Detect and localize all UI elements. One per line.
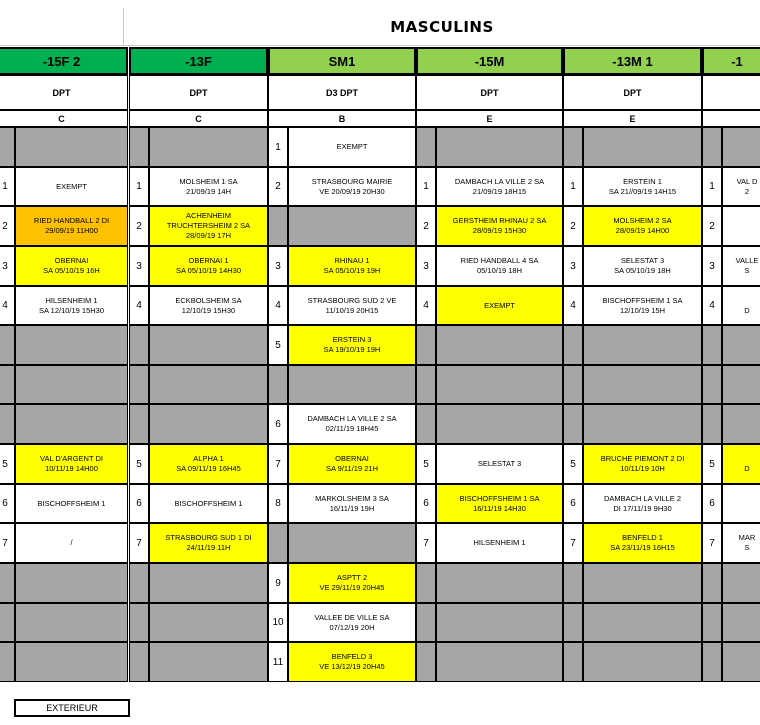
page-title: MASCULINS — [124, 8, 760, 46]
round-number — [702, 404, 722, 444]
match-cell[interactable]: HILSENHEIM 1 SA 12/10/19 15H30 — [15, 286, 128, 325]
empty-slot — [149, 325, 268, 365]
match-cell[interactable]: BENFELD 1 SA 23/11/19 16H15 — [583, 523, 702, 563]
round-number — [563, 563, 583, 603]
empty-slot — [436, 642, 563, 682]
round-number: 6 — [129, 484, 149, 523]
empty-slot — [288, 523, 416, 563]
level-cell: D3 DPT — [268, 75, 416, 110]
empty-slot — [583, 404, 702, 444]
column-header: SM1 — [268, 47, 416, 75]
round-number — [563, 365, 583, 404]
round-number — [0, 325, 15, 365]
level-cell: DPT — [0, 75, 128, 110]
round-number: 2 — [268, 167, 288, 206]
round-number — [563, 642, 583, 682]
empty-slot — [15, 563, 128, 603]
round-number: 5 — [563, 444, 583, 484]
empty-slot — [15, 365, 128, 404]
empty-slot — [722, 563, 760, 603]
empty-slot — [583, 642, 702, 682]
match-cell[interactable]: ERSTEIN 3 SA 19/10/19 19H — [288, 325, 416, 365]
empty-slot — [15, 642, 128, 682]
round-number — [0, 603, 15, 642]
round-number — [563, 404, 583, 444]
round-number — [416, 563, 436, 603]
round-number: 2 — [702, 206, 722, 246]
match-cell[interactable]: DAMBACH LA VILLE 2 SA 21/09/19 18H15 — [436, 167, 563, 206]
round-number — [702, 127, 722, 167]
group-cell: B — [268, 110, 416, 127]
round-number: 7 — [268, 444, 288, 484]
empty-slot — [722, 325, 760, 365]
column-header: -1 — [702, 47, 760, 75]
match-cell[interactable]: VALLEE DE VILLE SA 07/12/19 20H — [288, 603, 416, 642]
empty-slot — [722, 127, 760, 167]
round-number — [702, 642, 722, 682]
round-number — [416, 603, 436, 642]
round-number: 6 — [702, 484, 722, 523]
group-cell: E — [563, 110, 702, 127]
match-cell[interactable]: OBERNAI 1 SA 05/10/19 14H30 — [149, 246, 268, 286]
match-cell[interactable]: STRASBOURG SUD 2 VE 11/10/19 20H15 — [288, 286, 416, 325]
round-number — [702, 365, 722, 404]
match-cell[interactable]: BISCHOFFSHEIM 1 — [15, 484, 128, 523]
round-number: 2 — [0, 206, 15, 246]
match-cell[interactable]: BRUCHE PIEMONT 2 DI 10/11/19 10H — [583, 444, 702, 484]
empty-slot — [149, 603, 268, 642]
level-cell: DPT — [563, 75, 702, 110]
empty-slot — [436, 325, 563, 365]
empty-slot — [15, 127, 128, 167]
match-cell[interactable]: ASPTT 2 VE 29/11/19 20H45 — [288, 563, 416, 603]
empty-slot — [149, 642, 268, 682]
empty-slot — [722, 642, 760, 682]
match-cell[interactable]: RHINAU 1 SA 05/10/19 19H — [288, 246, 416, 286]
match-cell[interactable]: SELESTAT 3 SA 05/10/19 18H — [583, 246, 702, 286]
round-number — [563, 127, 583, 167]
match-cell[interactable]: VALLE S — [722, 246, 760, 286]
match-cell[interactable]: DAMBACH LA VILLE 2 DI 17/11/19 9H30 — [583, 484, 702, 523]
empty-slot — [15, 603, 128, 642]
round-number: 5 — [416, 444, 436, 484]
match-cell[interactable] — [722, 484, 760, 523]
round-number: 11 — [268, 642, 288, 682]
match-cell[interactable]: RIED HANDBALL 2 DI 29/09/19 11H00 — [15, 206, 128, 246]
level-cell — [702, 75, 760, 110]
round-number: 7 — [563, 523, 583, 563]
round-number: 6 — [0, 484, 15, 523]
empty-slot — [436, 365, 563, 404]
round-number — [268, 206, 288, 246]
column-header: -13F — [129, 47, 268, 75]
round-number — [129, 325, 149, 365]
match-cell[interactable]: BISCHOFFSHEIM 1 SA 16/11/19 14H30 — [436, 484, 563, 523]
column-header: -15F 2 — [0, 47, 128, 75]
empty-slot — [15, 404, 128, 444]
match-cell[interactable]: BENFELD 3 VE 13/12/19 20H45 — [288, 642, 416, 682]
round-number: 3 — [563, 246, 583, 286]
match-cell[interactable]: D — [722, 286, 760, 325]
empty-slot — [149, 365, 268, 404]
empty-slot — [149, 404, 268, 444]
match-cell[interactable]: DAMBACH LA VILLE 2 SA 02/11/19 18H45 — [288, 404, 416, 444]
match-cell[interactable]: ERSTEIN 1 SA 21//09/19 14H15 — [583, 167, 702, 206]
group-cell — [702, 110, 760, 127]
round-number: 3 — [416, 246, 436, 286]
match-cell[interactable]: VAL D'ARGENT DI 10/11/19 14H00 — [15, 444, 128, 484]
match-cell[interactable]: ACHENHEIM TRUCHTERSHEIM 2 SA 28/09/19 17H — [149, 206, 268, 246]
legend-exterieur — [14, 699, 130, 717]
empty-slot — [722, 365, 760, 404]
match-cell[interactable]: BISCHOFFSHEIM 1 SA 12/10/19 15H — [583, 286, 702, 325]
empty-slot — [288, 365, 416, 404]
round-number — [416, 127, 436, 167]
match-cell[interactable]: RIED HANDBALL 4 SA 05/10/19 18H — [436, 246, 563, 286]
match-cell[interactable]: EXEMPT — [288, 127, 416, 167]
round-number: 9 — [268, 563, 288, 603]
match-cell[interactable]: EXEMPT — [436, 286, 563, 325]
round-number — [0, 404, 15, 444]
round-number: 7 — [0, 523, 15, 563]
round-number: 3 — [129, 246, 149, 286]
round-number — [129, 603, 149, 642]
match-cell[interactable]: BISCHOFFSHEIM 1 — [149, 484, 268, 523]
match-cell[interactable]: SELESTAT 3 — [436, 444, 563, 484]
empty-slot — [149, 127, 268, 167]
round-number: 3 — [702, 246, 722, 286]
blank-header-cell — [0, 8, 124, 46]
match-cell[interactable]: D — [722, 444, 760, 484]
round-number — [563, 325, 583, 365]
empty-slot — [722, 603, 760, 642]
round-number: 6 — [268, 404, 288, 444]
round-number: 5 — [702, 444, 722, 484]
match-cell[interactable]: ECKBOLSHEIM SA 12/10/19 15H30 — [149, 286, 268, 325]
round-number: 6 — [563, 484, 583, 523]
match-cell[interactable]: STRASBOURG MAIRIE VE 20/09/19 20H30 — [288, 167, 416, 206]
round-number: 6 — [416, 484, 436, 523]
match-cell[interactable]: EXEMPT — [15, 167, 128, 206]
level-cell: DPT — [129, 75, 268, 110]
column-header: -13M 1 — [563, 47, 702, 75]
round-number — [416, 325, 436, 365]
empty-slot — [436, 127, 563, 167]
round-number: 4 — [129, 286, 149, 325]
round-number — [268, 365, 288, 404]
round-number — [702, 325, 722, 365]
group-cell: C — [0, 110, 128, 127]
round-number — [0, 563, 15, 603]
match-cell[interactable]: GERSTHEIM RHINAU 2 SA 28/09/19 15H30 — [436, 206, 563, 246]
round-number — [0, 365, 15, 404]
round-number: 4 — [268, 286, 288, 325]
match-cell[interactable]: MARKOLSHEIM 3 SA 16/11/19 19H — [288, 484, 416, 523]
round-number — [0, 642, 15, 682]
empty-slot — [583, 325, 702, 365]
round-number — [129, 642, 149, 682]
round-number: 1 — [129, 167, 149, 206]
empty-slot — [583, 563, 702, 603]
round-number: 7 — [416, 523, 436, 563]
round-number: 3 — [0, 246, 15, 286]
round-number: 10 — [268, 603, 288, 642]
round-number: 1 — [0, 167, 15, 206]
round-number — [129, 563, 149, 603]
level-cell: DPT — [416, 75, 563, 110]
match-cell[interactable]: / — [15, 523, 128, 563]
match-cell[interactable]: STRASBOURG SUD 1 DI 24/11/19 11H — [149, 523, 268, 563]
column-header: -15M — [416, 47, 563, 75]
match-cell[interactable]: HILSENHEIM 1 — [436, 523, 563, 563]
round-number — [702, 603, 722, 642]
round-number — [416, 642, 436, 682]
round-number — [129, 127, 149, 167]
empty-slot — [583, 603, 702, 642]
round-number: 4 — [563, 286, 583, 325]
empty-slot — [15, 325, 128, 365]
empty-slot — [288, 206, 416, 246]
round-number — [0, 127, 15, 167]
round-number — [268, 523, 288, 563]
match-cell[interactable]: OBERNAI SA 05/10/19 16H — [15, 246, 128, 286]
round-number — [416, 404, 436, 444]
round-number: 4 — [416, 286, 436, 325]
empty-slot — [436, 603, 563, 642]
round-number — [563, 603, 583, 642]
round-number: 7 — [129, 523, 149, 563]
match-cell[interactable]: ALPHA 1 SA 09/11/19 16H45 — [149, 444, 268, 484]
empty-slot — [436, 404, 563, 444]
match-cell[interactable]: OBERNAI SA 9/11/19 21H — [288, 444, 416, 484]
round-number: 1 — [702, 167, 722, 206]
legend-label: EXTERIEUR — [46, 703, 98, 713]
round-number: 2 — [563, 206, 583, 246]
round-number: 4 — [702, 286, 722, 325]
match-cell[interactable]: MOLSHEIM 2 SA 28/09/19 14H00 — [583, 206, 702, 246]
group-cell: C — [129, 110, 268, 127]
match-cell[interactable] — [722, 206, 760, 246]
round-number: 8 — [268, 484, 288, 523]
empty-slot — [722, 404, 760, 444]
round-number: 5 — [268, 325, 288, 365]
round-number — [416, 365, 436, 404]
round-number: 5 — [129, 444, 149, 484]
empty-slot — [436, 563, 563, 603]
empty-slot — [583, 365, 702, 404]
round-number: 2 — [416, 206, 436, 246]
round-number: 7 — [702, 523, 722, 563]
round-number — [702, 563, 722, 603]
round-number — [129, 365, 149, 404]
group-cell: E — [416, 110, 563, 127]
round-number: 1 — [268, 127, 288, 167]
match-cell[interactable]: MOLSHEIM 1 SA 21/09/19 14H — [149, 167, 268, 206]
empty-slot — [149, 563, 268, 603]
round-number: 4 — [0, 286, 15, 325]
empty-slot — [583, 127, 702, 167]
round-number: 1 — [416, 167, 436, 206]
round-number — [129, 404, 149, 444]
match-cell[interactable]: MAR S — [722, 523, 760, 563]
round-number: 2 — [129, 206, 149, 246]
round-number: 3 — [268, 246, 288, 286]
round-number: 5 — [0, 444, 15, 484]
round-number: 1 — [563, 167, 583, 206]
match-cell[interactable]: VAL D 2 — [722, 167, 760, 206]
